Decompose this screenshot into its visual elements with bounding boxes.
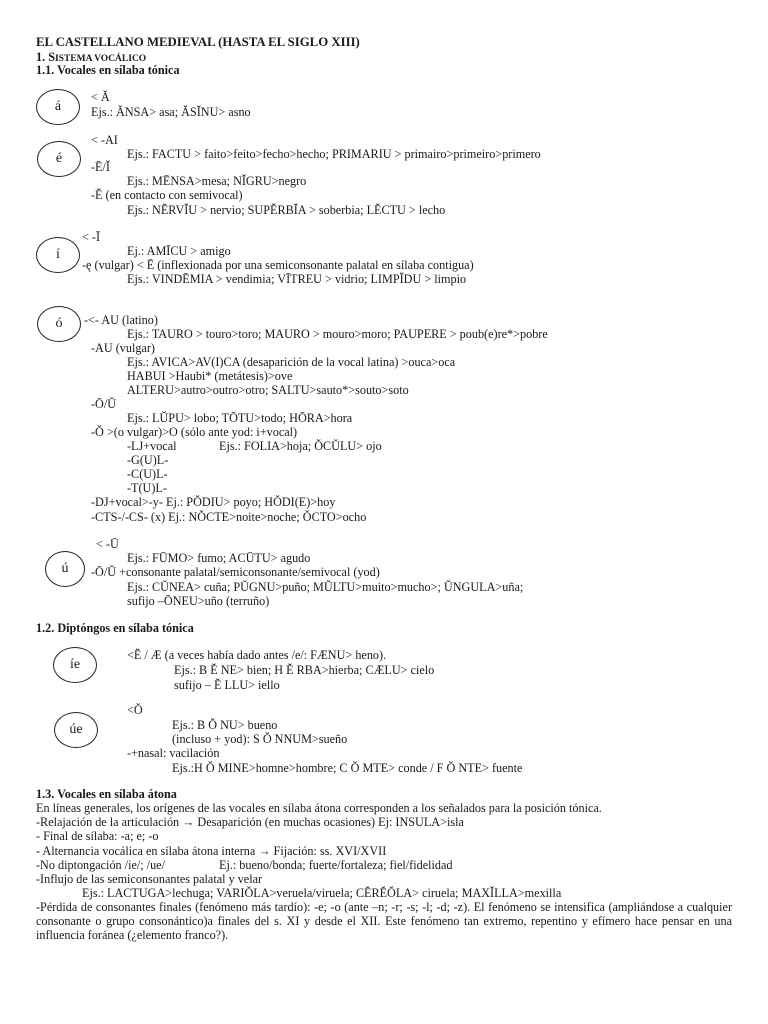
vowel-circle-u: ú: [45, 551, 85, 587]
diphthong-ue-line: Ejs.:H Ŏ MINE>homne>hombre; C Ŏ MTE> conde / F Ŏ NTE> fuente: [172, 761, 523, 775]
vowel-a-line: < Ă: [91, 90, 110, 104]
vowel-circle-i: í: [36, 237, 80, 273]
vowel-o-line: -DJ+vocal>-y- Ej.: PŎDIU> poyo; HŎDI(E)>hoy: [91, 495, 336, 509]
vowel-o-line: -T(U)L-: [127, 481, 167, 495]
page-title: EL CASTELLANO MEDIEVAL (HASTA EL SIGLO XIII): [36, 35, 360, 49]
vowel-o-line: ALTERU>autro>outro>otro; SALTU>sauto*>souto>soto: [127, 383, 409, 397]
vowel-e-line: -Ē/Ĭ: [91, 160, 110, 174]
vowel-o-line: Ejs.: AVICA>AV(I)CA (desaparición de la vocal latina) >ouca>oca: [127, 355, 456, 369]
subsection-heading-1-3: 1.3. Vocales en sílaba átona: [36, 787, 177, 801]
section-heading-1-rest: ISTEMA VOCÁLICO: [54, 54, 147, 64]
vowel-circle-e: é: [37, 141, 81, 177]
diphthong-ie-line: Ejs.: B Ĕ NE> bien; H Ĕ RBA>hierba; CÆLU> cielo: [174, 663, 435, 677]
vowel-e-line: Ejs.: NĔRVĬU > nervio; SUPĔRBĬA > soberbia; LĔCTU > lecho: [127, 203, 446, 217]
vowel-o-line: -AU (vulgar): [91, 341, 155, 355]
vowel-e-line: < -AI: [91, 133, 118, 147]
vowel-circle-a: á: [36, 89, 80, 125]
atona-line: -Relajación de la articulación → Desaparición (en muchas ocasiones) Ej: INSULA>isla: [36, 815, 464, 829]
diphthong-ue-line: -+nasal: vacilación: [127, 746, 220, 760]
vowel-circle-o: ó: [37, 306, 81, 342]
diphthong-ue-line: (incluso + yod): S Ŏ NNUM>sueño: [172, 732, 348, 746]
final-paragraph: -Pérdida de consonantes finales (fenómeno más tardío): -e; -o (ante –n; -r; -s; -l; -d; -z). El fenómeno se intensifica (ampliándose a cualquier consonante o grupo consonántico)a finales del s. XI y desde el XII. Este fenómeno tan extremo, repentino y efímero hace pensar en una influencia foránea (¿elemento franco?).: [36, 900, 732, 942]
vowel-o-line: HABUI >Haubi* (metátesis)>ove: [127, 369, 293, 383]
vowel-o-line: Ejs.: FOLIA>hoja; ŎCŬLU> ojo: [219, 439, 382, 453]
atona-line: -No diptongación /ie/; /ue/: [36, 858, 165, 872]
vowel-o-line: Ejs.: TAURO > touro>toro; MAURO > mouro>moro; PAUPERE > poub(e)re*>pobre: [127, 327, 548, 341]
atona-line: Ejs.: LACTUGA>lechuga; VARIŎLA>veruela/viruela; CĔRĔŎLA> ciruela; MAXĬLLA>mexilla: [82, 886, 562, 900]
atona-line: -Influjo de las semiconsonantes palatal y velar: [36, 872, 263, 886]
vowel-o-line: -G(U)L-: [127, 453, 169, 467]
vowel-i-line: -ę (vulgar) < Ē (inflexionada por una semiconsonante palatal en sílaba contigua): [82, 258, 474, 272]
vowel-o-line: -<- AU (latino): [84, 313, 158, 327]
atona-line: En líneas generales, los orígenes de las vocales en sílaba átona corresponden a los señalados para la posición tónica.: [36, 801, 602, 815]
vowel-o-line: Ejs.: LŬPU> lobo; TŌTU>todo; HŌRA>hora: [127, 411, 353, 425]
diphthong-circle-ue: úe: [54, 712, 98, 748]
vowel-o-line: -LJ+vocal: [127, 439, 177, 453]
diphthong-ie-line: <Ĕ / Æ (a veces había dado antes /e/: FÆNU> heno).: [127, 648, 387, 662]
vowel-e-line: Ejs.: FACTU > faito>feito>fecho>hecho; PRIMARIU > primairo>primeiro>primero: [127, 147, 541, 161]
vowel-o-line: -Ŏ >(o vulgar)>O (sólo ante yod: i+vocal): [91, 425, 298, 439]
vowel-i-line: < -Ī: [82, 230, 101, 244]
vowel-i-line: Ejs.: VINDĒMIA > vendimia; VĪTREU > vidrio; LIMPĬDU > limpio: [127, 272, 467, 286]
vowel-e-line: Ejs.: MĒNSA>mesa; NĬGRU>negro: [127, 174, 307, 188]
vowel-o-line: -C(U)L-: [127, 467, 168, 481]
section-heading-1-num: 1. S: [36, 50, 55, 64]
diphthong-ue-line: Ejs.: B Ŏ NU> bueno: [172, 718, 278, 732]
subsection-heading-1-2: 1.2. Diptóngos en sílaba tónica: [36, 621, 194, 635]
subsection-heading-1-1: 1.1. Vocales en sílaba tónica: [36, 63, 180, 77]
vowel-i-line: Ej.: AMĪCU > amigo: [127, 244, 231, 258]
vowel-u-line: Ejs.: CŬNEA> cuña; PŬGNU>puño; MŬLTU>muito>mucho>; ŬNGULA>uña;: [127, 580, 524, 594]
atona-line: Ej.: bueno/bonda; fuerte/fortaleza; fiel/fidelidad: [219, 858, 453, 872]
vowel-u-line: -Ō/Ŭ +consonante palatal/semiconsonante/semivocal (yod): [91, 565, 380, 579]
diphthong-circle-ie: íe: [53, 647, 97, 683]
vowel-u-line: Ejs.: FŪMO> fumo; ACŪTU> agudo: [127, 551, 311, 565]
vowel-u-line: < -Ū: [96, 537, 119, 551]
vowel-o-line: -Ō/Ŭ: [91, 397, 117, 411]
diphthong-ue-line: <Ŏ: [127, 703, 143, 717]
vowel-o-line: -CTS-/-CS- (x) Ej.: NŎCTE>noite>noche; ŎCTO>ocho: [91, 510, 367, 524]
vowel-e-line: -Ĕ (en contacto con semivocal): [91, 188, 243, 202]
vowel-a-line: Ejs.: ĂNSA> asa; ĂSĬNU> asno: [91, 105, 251, 119]
atona-line: - Alternancia vocálica en sílaba átona interna → Fijación: ss. XVI/XVII: [36, 844, 387, 858]
diphthong-ie-line: sufijo – Ĕ LLU> iello: [174, 678, 280, 692]
vowel-u-line: sufijo –ŌNEU>uño (terruño): [127, 594, 270, 608]
atona-line: - Final de sílaba: -a; e; -o: [36, 829, 159, 843]
